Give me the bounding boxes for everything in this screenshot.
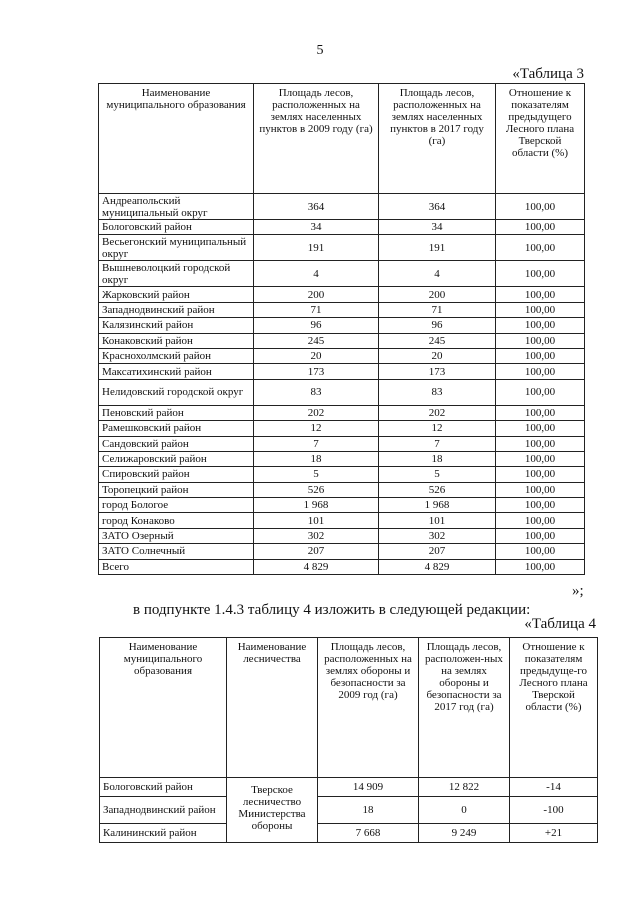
table4	[99, 637, 598, 843]
table3-cell-2017: 34	[379, 220, 496, 235]
table4-cell-ratio: -100	[510, 797, 598, 824]
table-row	[99, 482, 585, 497]
table3-cell-name: Максатихинский район	[99, 364, 254, 379]
table3-cell-2017: 191	[379, 235, 496, 261]
table3-cell-name: Андреапольский муниципальный округ	[99, 194, 254, 220]
table3-cell-2009: 207	[254, 544, 379, 559]
table3-cell-2009: 7	[254, 436, 379, 451]
table-row	[99, 364, 585, 379]
table-row	[100, 824, 598, 843]
table-row	[100, 797, 598, 824]
table-row	[99, 544, 585, 559]
table3-header-2017: Площадь лесов, расположенных на землях населенных пунктов в 2017 году (га)	[379, 84, 496, 194]
table3-cell-2009: 96	[254, 318, 379, 333]
table3-cell-2017: 83	[379, 379, 496, 405]
table4-cell-ratio: +21	[510, 824, 598, 843]
table3-cell-ratio: 100,00	[496, 467, 585, 482]
table4-cell-2017: 0	[419, 797, 510, 824]
table-row	[99, 513, 585, 528]
table3-cell-name: Спировский район	[99, 467, 254, 482]
table3-cell-name: Весьегонский муниципальный округ	[99, 235, 254, 261]
table-row	[99, 528, 585, 543]
table3-cell-2009: 202	[254, 405, 379, 420]
table3-cell-name: Всего	[99, 559, 254, 574]
table-row	[99, 436, 585, 451]
table3-cell-ratio: 100,00	[496, 220, 585, 235]
table3-header-name: Наименование муниципального образования	[99, 84, 254, 194]
table3-cell-2017: 4 829	[379, 559, 496, 574]
table-row	[99, 498, 585, 513]
table3-cell-2009: 245	[254, 333, 379, 348]
table3-cell-2017: 4	[379, 261, 496, 287]
table-row	[100, 778, 598, 797]
table4-header-2017: Площадь лесов, расположен-ных на землях обороны и безопасности за 2017 год (га)	[419, 638, 510, 778]
table3-cell-ratio: 100,00	[496, 421, 585, 436]
table3-cell-name: ЗАТО Солнечный	[99, 544, 254, 559]
table3-closing-quote: »;	[572, 583, 584, 599]
table3-cell-2009: 83	[254, 379, 379, 405]
table3-cell-2009: 34	[254, 220, 379, 235]
table3-cell-2017: 207	[379, 544, 496, 559]
table3-cell-2017: 364	[379, 194, 496, 220]
amendment-text: в подпункте 1.4.3 таблицу 4 изложить в следующей редакции:	[133, 602, 531, 618]
table3-cell-2009: 18	[254, 451, 379, 466]
table3-cell-2009: 302	[254, 528, 379, 543]
table-row	[99, 333, 585, 348]
table3-cell-name: город Бологое	[99, 498, 254, 513]
table4-cell-ratio: -14	[510, 778, 598, 797]
table3-caption: «Таблица 3	[512, 66, 584, 82]
table4-header-row	[100, 638, 598, 778]
table3-cell-name: Селижаровский район	[99, 451, 254, 466]
table-row	[99, 220, 585, 235]
table3-cell-ratio: 100,00	[496, 436, 585, 451]
table-row	[99, 302, 585, 317]
table3-cell-ratio: 100,00	[496, 302, 585, 317]
table3-cell-name: Нелидовский городской округ	[99, 379, 254, 405]
table3-cell-ratio: 100,00	[496, 318, 585, 333]
table3-cell-2017: 71	[379, 302, 496, 317]
table-row	[99, 421, 585, 436]
table3-cell-name: Калязинский район	[99, 318, 254, 333]
table3-cell-name: Рамешковский район	[99, 421, 254, 436]
table3-cell-name: Западнодвинский район	[99, 302, 254, 317]
table-row	[99, 348, 585, 363]
table4-header-forestry: Наименование лесничества	[227, 638, 318, 778]
table3-header-row	[99, 84, 585, 194]
table3-cell-2017: 12	[379, 421, 496, 436]
table3-cell-ratio: 100,00	[496, 559, 585, 574]
table3-cell-2017: 5	[379, 467, 496, 482]
table3-cell-2017: 302	[379, 528, 496, 543]
table3-cell-ratio: 100,00	[496, 261, 585, 287]
table3-cell-2017: 96	[379, 318, 496, 333]
table3-cell-name: Пеновский район	[99, 405, 254, 420]
table4-cell-2009: 14 909	[318, 778, 419, 797]
table-row	[99, 318, 585, 333]
table3-cell-ratio: 100,00	[496, 235, 585, 261]
table3	[98, 83, 585, 575]
table3-cell-2017: 202	[379, 405, 496, 420]
table-row	[99, 235, 585, 261]
table3-cell-name: Торопецкий район	[99, 482, 254, 497]
table4-cell-name: Калининский район	[100, 824, 227, 843]
table3-cell-ratio: 100,00	[496, 451, 585, 466]
table3-cell-2009: 5	[254, 467, 379, 482]
table3-cell-ratio: 100,00	[496, 379, 585, 405]
table3-cell-2009: 526	[254, 482, 379, 497]
table3-cell-2009: 20	[254, 348, 379, 363]
table4-cell-name: Бологовский район	[100, 778, 227, 797]
table3-header-ratio: Отношение к показателям предыдущего Лесного плана Тверской области (%)	[496, 84, 585, 194]
table3-cell-name: Бологовский район	[99, 220, 254, 235]
table3-cell-ratio: 100,00	[496, 333, 585, 348]
table4-header-name: Наименование муниципального образования	[100, 638, 227, 778]
table3-cell-2017: 173	[379, 364, 496, 379]
table3-cell-name: Жарковский район	[99, 287, 254, 302]
table3-cell-name: Краснохолмский район	[99, 348, 254, 363]
table3-cell-2017: 7	[379, 436, 496, 451]
table-row	[99, 194, 585, 220]
table-row	[99, 287, 585, 302]
table3-cell-ratio: 100,00	[496, 364, 585, 379]
table3-cell-name: ЗАТО Озерный	[99, 528, 254, 543]
table3-header-2009: Площадь лесов, расположенных на землях населенных пунктов в 2009 году (га)	[254, 84, 379, 194]
table4-header-ratio: Отношение к показателям предыдуще-го Лесного плана Тверской области (%)	[510, 638, 598, 778]
table3-cell-name: Сандовский район	[99, 436, 254, 451]
table3-cell-2009: 71	[254, 302, 379, 317]
table4-cell-forestry: Тверское лесничество Министерства обороны	[227, 778, 318, 843]
table4-cell-2017: 9 249	[419, 824, 510, 843]
table3-cell-2017: 200	[379, 287, 496, 302]
table3-cell-2009: 1 968	[254, 498, 379, 513]
table3-cell-2009: 4	[254, 261, 379, 287]
table4-header-2009: Площадь лесов, расположенных на землях обороны и безопасности за 2009 год (га)	[318, 638, 419, 778]
table-row	[99, 559, 585, 574]
table3-cell-name: Конаковский район	[99, 333, 254, 348]
table3-cell-ratio: 100,00	[496, 513, 585, 528]
table3-cell-2017: 1 968	[379, 498, 496, 513]
table3-cell-ratio: 100,00	[496, 544, 585, 559]
table4-cell-2017: 12 822	[419, 778, 510, 797]
table3-cell-2017: 526	[379, 482, 496, 497]
table3-cell-2009: 101	[254, 513, 379, 528]
table3-cell-ratio: 100,00	[496, 482, 585, 497]
table3-cell-name: Вышневолоцкий городской округ	[99, 261, 254, 287]
table3-cell-ratio: 100,00	[496, 348, 585, 363]
table4-cell-name: Западнодвинский район	[100, 797, 227, 824]
table3-cell-2009: 200	[254, 287, 379, 302]
table-row	[99, 379, 585, 405]
table-row	[99, 261, 585, 287]
page-number: 5	[316, 43, 324, 58]
table3-cell-ratio: 100,00	[496, 194, 585, 220]
table-row	[99, 451, 585, 466]
table4-cell-2009: 7 668	[318, 824, 419, 843]
table4-cell-2009: 18	[318, 797, 419, 824]
table3-cell-2009: 4 829	[254, 559, 379, 574]
table3-cell-ratio: 100,00	[496, 405, 585, 420]
table3-cell-2009: 173	[254, 364, 379, 379]
table-row	[99, 405, 585, 420]
table3-cell-ratio: 100,00	[496, 528, 585, 543]
table3-cell-2017: 18	[379, 451, 496, 466]
table3-cell-2009: 12	[254, 421, 379, 436]
table3-cell-name: город Конаково	[99, 513, 254, 528]
table-row	[99, 467, 585, 482]
table3-cell-2009: 191	[254, 235, 379, 261]
table4-caption: «Таблица 4	[524, 616, 596, 632]
table3-cell-ratio: 100,00	[496, 498, 585, 513]
table3-cell-2017: 245	[379, 333, 496, 348]
table3-cell-ratio: 100,00	[496, 287, 585, 302]
table3-cell-2009: 364	[254, 194, 379, 220]
table3-cell-2017: 101	[379, 513, 496, 528]
table3-cell-2017: 20	[379, 348, 496, 363]
